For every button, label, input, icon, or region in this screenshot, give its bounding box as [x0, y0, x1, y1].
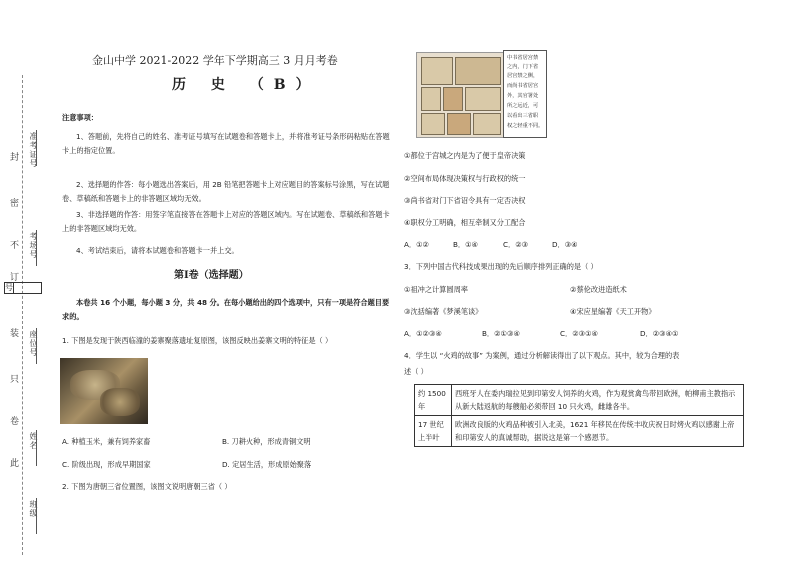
q3-item: ②蔡伦改进造纸术 — [570, 285, 627, 294]
tang-three-departments-map — [416, 52, 504, 138]
q4-table — [414, 384, 744, 447]
q3-item: ③沈括编著《梦溪笔谈》 — [404, 307, 483, 316]
seat-box-label: 号 — [5, 283, 13, 292]
q3-option-a[interactable]: A．①②③④ — [404, 329, 442, 338]
q2-statement: ④职权分工明确，相互牵制又分工配合 — [404, 218, 526, 227]
q1-option-d[interactable]: D. 定居生活，形成原始聚落 — [222, 460, 312, 469]
map-note-line: 所之远近，可 — [507, 103, 539, 109]
table-cell-period: 17 世纪上半叶 — [415, 416, 452, 447]
q1-option-a[interactable]: A. 种植玉米，兼有饲养家畜 — [62, 437, 151, 446]
seal-char: 不 — [10, 241, 20, 251]
table-row — [415, 385, 744, 416]
q4-stem: 4．学生以 “火鸡的故事” 为案例，通过分析解读得出了以下观点。其中，较为合理的表 — [404, 351, 680, 360]
q4-stem-cont: 述（ ） — [404, 367, 428, 376]
seal-dashed-line — [22, 75, 23, 555]
q2-option-a[interactable]: A．①② — [404, 240, 429, 249]
seal-char: 密 — [10, 199, 20, 209]
q3-item: ④宋应星编著《天工开物》 — [570, 307, 656, 316]
map-block — [447, 113, 471, 135]
binding-strip — [0, 0, 50, 562]
map-note-line: 外，其官署处 — [507, 93, 539, 99]
field-room-number-label: 考场号 — [29, 232, 38, 259]
photo-detail — [100, 388, 140, 416]
q2-statement: ②空间布局体现决策权与行政权的统一 — [404, 174, 526, 183]
map-block — [443, 87, 463, 111]
subject-title: 历 史 （B） — [172, 77, 320, 93]
q2-option-d[interactable]: D．③④ — [552, 240, 578, 249]
map-block — [455, 57, 501, 85]
q3-item: ①祖冲之计算圆周率 — [404, 285, 468, 294]
map-note-line: 中书省居宫禁 — [507, 55, 539, 61]
seal-char: 只 — [10, 375, 20, 385]
map-note-line: 以看出三省职 — [507, 113, 539, 119]
field-underline[interactable] — [36, 328, 39, 364]
notice-item: 4、考试结束后，请将本试题卷和答题卡一并上交。 — [76, 246, 239, 255]
map-block — [465, 87, 501, 111]
section-title: 第Ⅰ卷（选择题） — [174, 270, 249, 281]
notice-item: 2、选择题的作答：每小题选出答案后，用 2B 铅笔把答题卡上对应题目的答案标号涂黑，写在试题卷、草稿纸和答题卡上的非答题区域均无效。 — [62, 180, 390, 203]
field-seat-number-label: 座位号 — [29, 330, 38, 357]
jiangzhai-settlement-photo — [60, 358, 148, 424]
map-block — [421, 113, 445, 135]
notice-item: 3、非选择题的作答：用签字笔直接答在答题卡上对应的答题区域内。写在试题卷、草稿纸和答题卡上的非答题区域均无效。 — [62, 210, 390, 233]
q2-option-b[interactable]: B．①④ — [453, 240, 479, 249]
q2-statement: ③尚书省对门下省诏令具有一定否决权 — [404, 196, 526, 205]
map-note-box — [503, 50, 547, 138]
q3-option-c[interactable]: C．②③①④ — [560, 329, 598, 338]
seal-char: 卷 — [10, 417, 20, 427]
seal-char: 装 — [10, 329, 20, 339]
field-exam-number-label: 准考证号 — [29, 132, 38, 168]
map-block — [421, 57, 453, 85]
seat-number-box[interactable] — [4, 282, 42, 294]
field-underline[interactable] — [36, 230, 39, 266]
map-block — [421, 87, 441, 111]
seal-char: 此 — [10, 459, 20, 469]
seal-char: 封 — [10, 153, 20, 163]
field-name-label: 姓名 — [29, 432, 38, 450]
table-cell-period: 约 1500 年 — [415, 385, 452, 416]
q3-stem: 3．下列中国古代科技成果出现的先后顺序排列正确的是（ ） — [404, 262, 598, 271]
q2-stem: 2. 下图为唐朝三省位置图，该图文说明唐朝三省（ ） — [62, 482, 232, 491]
seal-char: 订 — [10, 273, 20, 283]
q1-option-b[interactable]: B. 刀耕火种，形成青铜文明 — [222, 437, 311, 446]
exam-title: 金山中学 2021-2022 学年下学期高三 3 月月考卷 — [92, 54, 338, 67]
q2-statement: ①都位于宫城之内是为了便于皇帝决策 — [404, 151, 526, 160]
map-note-line: 之内，门下省 — [507, 64, 539, 70]
map-note-line: 居宫禁之侧， — [507, 73, 539, 79]
table-cell-text: 西班牙人在委内瑞拉见到印第安人饲养的火鸡，作为观赏禽鸟带回欧洲，帕柳甫主教指示从新大陆返航的每艘船必须带回 10 只火鸡，雌雄各半。 — [452, 385, 744, 416]
map-block — [473, 113, 501, 135]
table-cell-text: 欧洲改良版的火鸡品种被引入北美，1621 年移民在传统丰收庆祝日时烤火鸡以感谢上帝和印第安人的真诚帮助，据说这是第一个感恩节。 — [452, 416, 744, 447]
table-row — [415, 416, 744, 447]
field-underline[interactable] — [36, 430, 39, 466]
q2-option-c[interactable]: C．②③ — [503, 240, 529, 249]
field-class-label: 班级 — [29, 500, 38, 518]
q3-option-b[interactable]: B．②①③④ — [482, 329, 520, 338]
section-instruction: 本卷共 16 个小题，每小题 3 分，共 48 分。在每小题给出的四个选项中，只有一项是符合题目要求的。 — [62, 298, 390, 321]
q3-option-d[interactable]: D．②③④① — [640, 329, 679, 338]
q1-stem: 1. 下图是发现于陕西临潼的姜寨聚落遗址复原图，该图反映出姜寨文明的特征是（ ） — [62, 336, 333, 345]
field-underline[interactable] — [36, 498, 39, 534]
map-note-line: 权之轻重不同。 — [507, 123, 544, 129]
notice-item: 1、答题前，先将自己的姓名、准考证号填写在试题卷和答题卡上，并将准考证号条形码粘贴在答题卡上的指定位置。 — [62, 132, 390, 155]
notice-heading: 注意事项： — [62, 113, 98, 122]
field-underline[interactable] — [36, 130, 39, 166]
map-note-line: 而尚书省居宫 — [507, 83, 539, 89]
q1-option-c[interactable]: C. 阶级出现，形成早期国家 — [62, 460, 151, 469]
